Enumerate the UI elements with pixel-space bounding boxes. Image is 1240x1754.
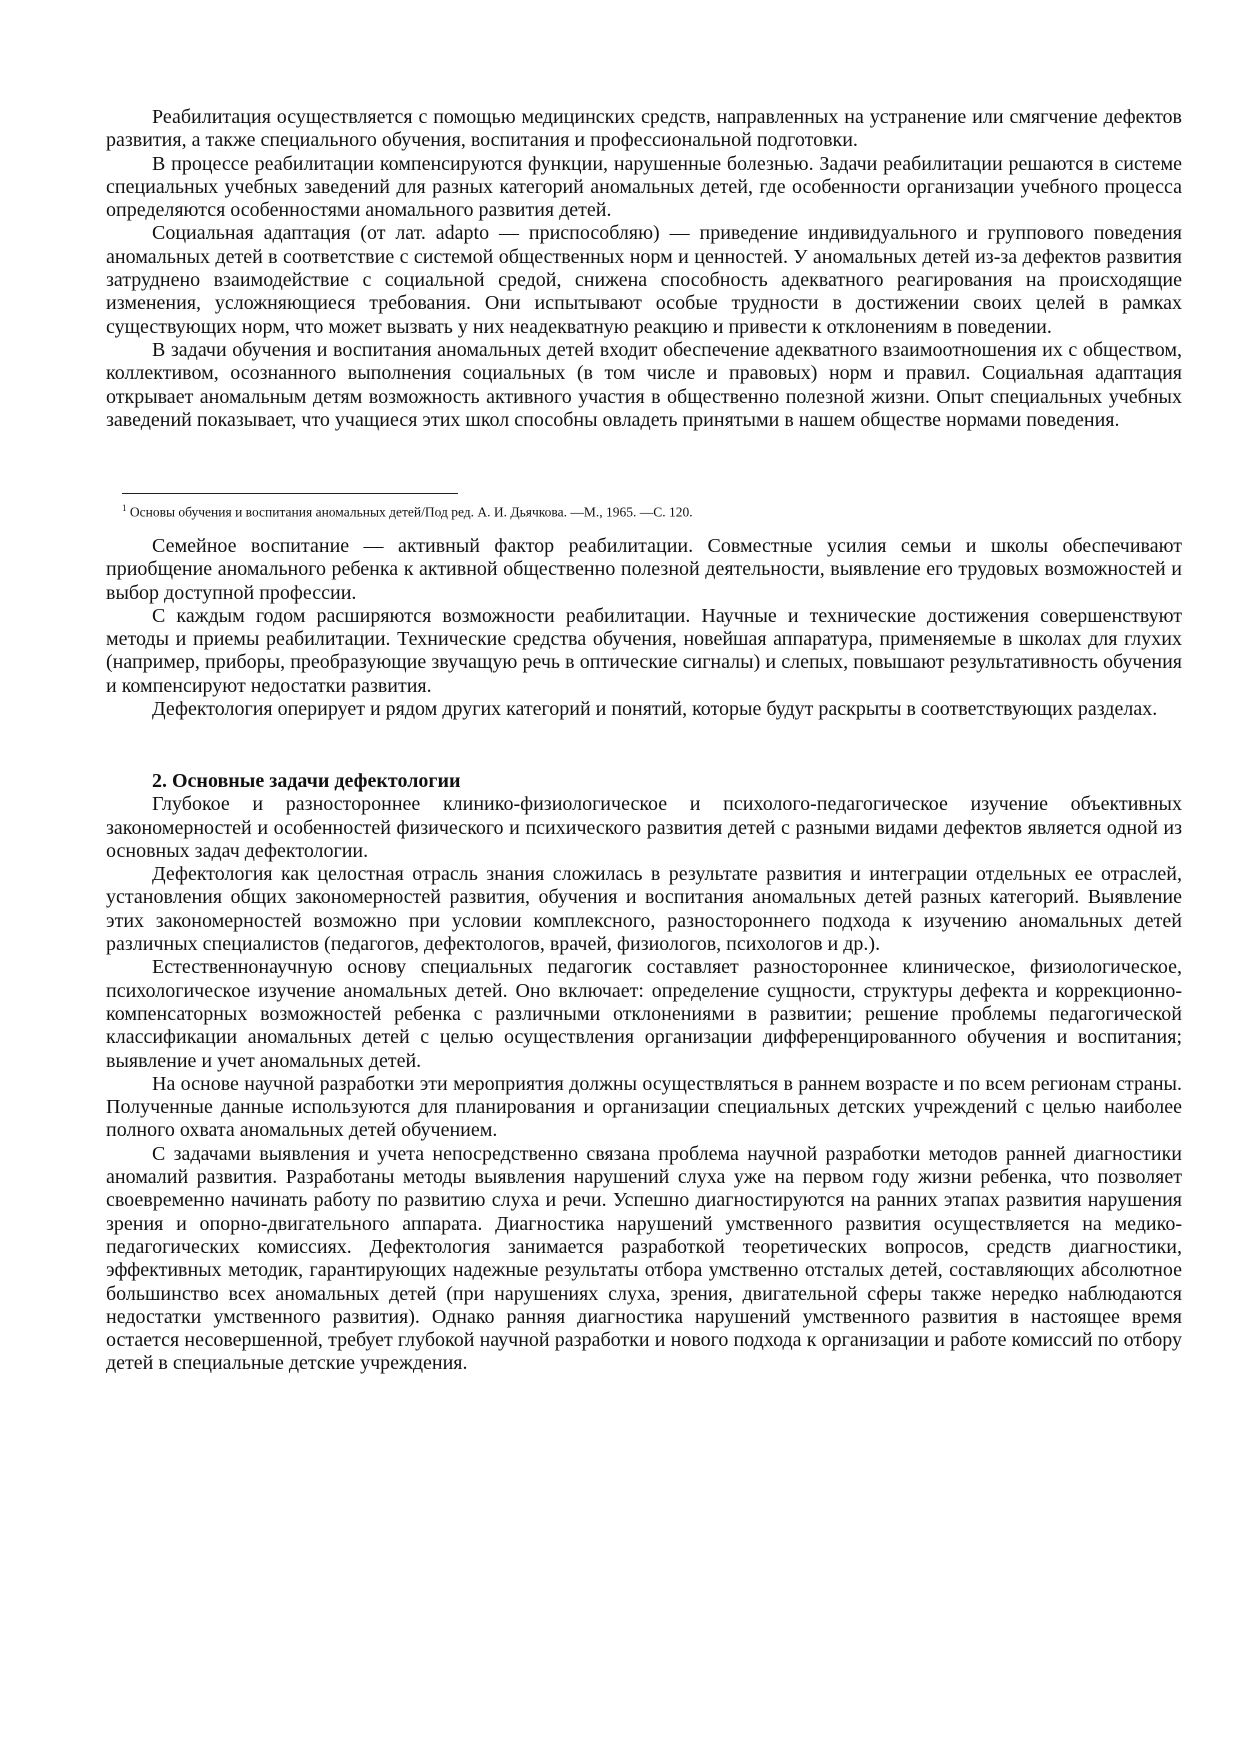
section-main-tasks — [106, 770, 1182, 1376]
footnote-separator — [122, 493, 458, 494]
paragraph: Дефектология оперирует и рядом других категорий и понятий, которые будут раскрыты в соответствующих разделах. — [152, 698, 1158, 721]
paragraph: Реабилитация осуществляется с помощью медицинских средств, направленных на устранение или смягчение дефектов развития, а также специального обучения, воспитания и профессиональной подготовки. — [106, 106, 1182, 152]
footnote — [122, 500, 693, 521]
paragraph: Глубокое и разностороннее клинико-физиологическое и психолого-педагогическое изучение объективных закономерностей и особенностей физического и психического развития детей с разными видами дефектов является одной из основных задач дефектологии. — [106, 793, 1182, 862]
footnote-text: Основы обучения и воспитания аномальных детей/Под ред. А. И. Дьячкова. —М., 1965. —С. 120. — [129, 504, 693, 520]
text-block-family — [106, 535, 1182, 721]
section-heading: 2. Основные задачи дефектологии — [152, 770, 461, 792]
paragraph: Естественнонаучную основу специальных педагогик составляет разностороннее клиническое, физиологическое, психологическое изучение аномальных детей. Оно включает: определение сущности, структуры дефекта и коррекционно-компенсаторных возможностей ребенка с различными отклонениями в развитии; решение проблемы педагогической классификации аномальных детей с целью осуществления организации дифференцированного обучения и воспитания; выявление и учет аномальных детей. — [106, 956, 1182, 1072]
paragraph: Социальная адаптация (от лат. adapto — приспособляю) — приведение индивидуального и группового поведения аномальных детей в соответствие с системой общественных норм и ценностей. У аномальных детей из-за дефектов развития затруднено взаимодействие с социальной средой, снижена способность адекватного реагирования на происходящие изменения, усложняющиеся требования. Они испытывают особые трудности в достижении своих целей в рамках существующих норм, что может вызвать у них неадекватную реакцию и привести к отклонениям в поведении. — [106, 222, 1182, 338]
paragraph: Семейное воспитание — активный фактор реабилитации. Совместные усилия семьи и школы обеспечивают приобщение аномального ребенка к активной общественно полезной деятельности, выявление его трудовых возможностей и выбор доступной профессии. — [106, 535, 1182, 604]
paragraph: На основе научной разработки эти мероприятия должны осуществляться в раннем возрасте и по всем регионам страны. Полученные данные используются для планирования и организации специальных детских учреждений с целью наиболее полного охвата аномальных детей обучением. — [106, 1072, 1182, 1142]
footnote-marker: 1 — [122, 503, 127, 513]
paragraph: В задачи обучения и воспитания аномальных детей входит обеспечение адекватного взаимоотношения их с обществом, коллективом, осознанного выполнения социальных (в том числе и правовых) норм и правил. Социальная адаптация открывает аномальным детям возможность активного участия в общественно полезной жизни. Опыт специальных учебных заведений показывает, что учащиеся этих школ способны овладеть принятыми в нашем обществе нормами поведения. — [106, 338, 1182, 431]
paragraph: Дефектология как целостная отрасль знания сложилась в результате развития и интеграции отдельных ее отраслей, установления общих закономерностей развития, обучения и воспитания аномальных детей разных категорий. Выявление этих закономерностей возможно при условии комплексного, разностороннего подхода к изучению аномальных детей различных специалистов (педагогов, дефектологов, врачей, физиологов, психологов и др.). — [106, 863, 1182, 956]
paragraph: В процессе реабилитации компенсируются функции, нарушенные болезнью. Задачи реабилитации решаются в системе специальных учебных заведений для разных категорий аномальных детей, где особенности организации учебного процесса определяются особенностями аномального развития детей. — [106, 152, 1182, 222]
text-block-rehabilitation — [106, 106, 1182, 432]
paragraph: С задачами выявления и учета непосредственно связана проблема научной разработки методов ранней диагностики аномалий развития. Разработаны методы выявления нарушений слуха уже на первом году жизни ребенка, что позволяет своевременно начинать работу по развитию слуха и речи. Успешно диагностируются на ранних этапах развития нарушения зрения и опорно-двигательного аппарата. Диагностика нарушений умственного развития осуществляется на медико-педагогических комиссиях. Дефектология занимается разработкой теоретических вопросов, средств диагностики, эффективных методик, гарантирующих надежные результаты отбора умственно отсталых детей, составляющих абсолютное большинство всех аномальных детей (при нарушениях слуха, зрения, двигательной сферы также нередко наблюдаются недостатки умственного развития). Однако ранняя диагностика нарушений умственного развития в настоящее время остается несовершенной, требует глубокой научной разработки и нового подхода к организации и работе комиссий по отбору детей в специальные детские учреждения. — [106, 1142, 1182, 1375]
paragraph: С каждым годом расширяются возможности реабилитации. Научные и технические достижения совершенствуют методы и приемы реабилитации. Технические средства обучения, новейшая аппаратура, применяемые в школах для глухих (например, приборы, преобразующие звучащую речь в оптические сигналы) и слепых, повышают результативность обучения и компенсируют недостатки развития. — [106, 604, 1182, 697]
